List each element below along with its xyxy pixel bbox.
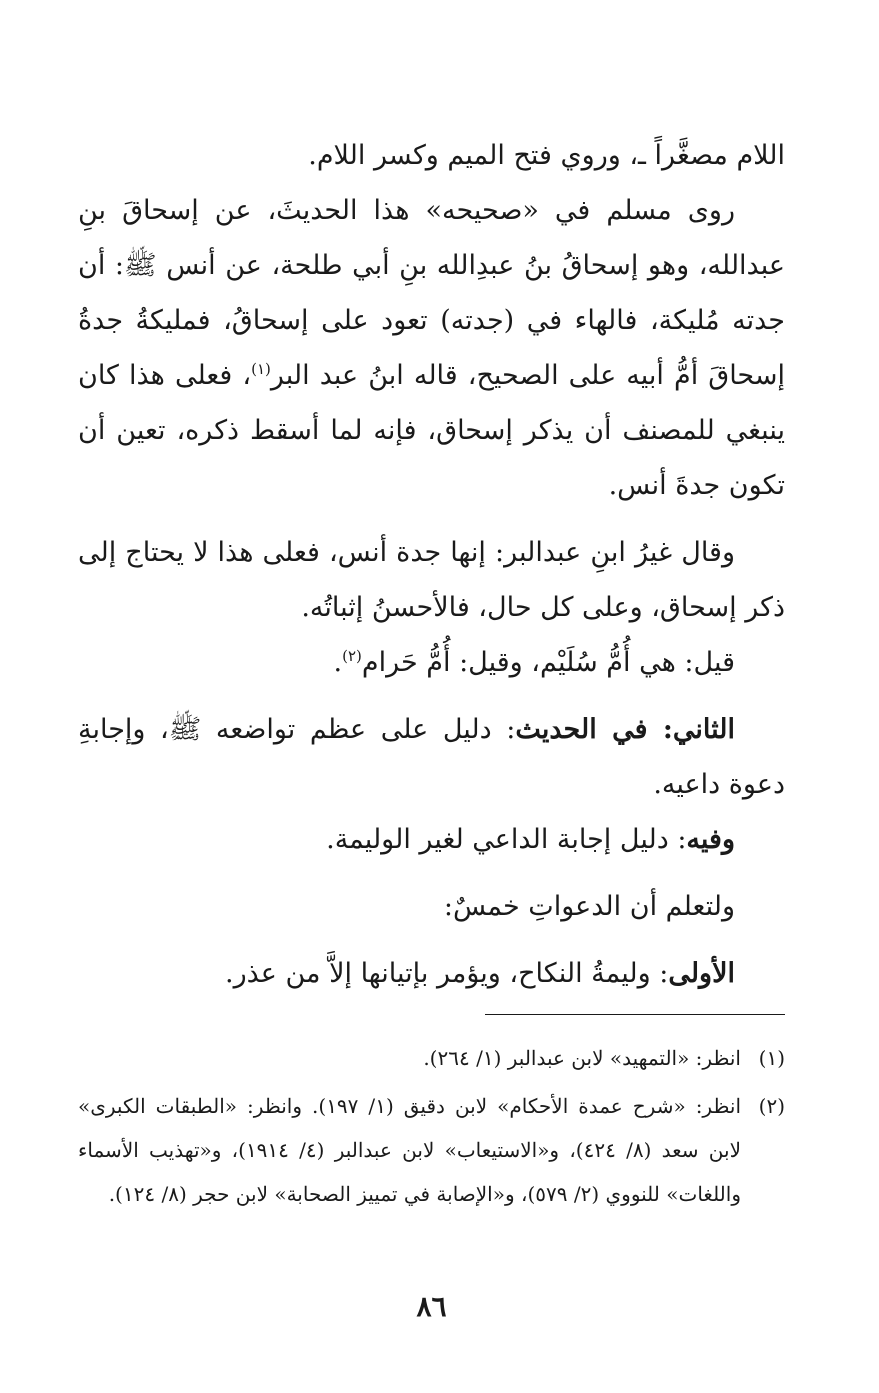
paragraph-6-text: : دليل إجابة الداعي لغير الوليمة. (326, 824, 687, 855)
paragraph-2-tail: ، فعلى هذا كان ينبغي للمصنف أن يذكر إسحاق، فإنه لما أسقط ذكره، تعين أن تكون جدةَ أنس. (78, 360, 785, 501)
paragraph-8-lead: الأولى (668, 958, 735, 989)
footnote-2-number: (٢) (758, 1094, 785, 1118)
paragraph-6-lead: وفيه (686, 824, 735, 855)
paragraph-7: ولتعلم أن الدعواتِ خمسٌ: (443, 891, 735, 922)
paragraph-4-tail: . (333, 647, 343, 678)
paragraph-5 (78, 702, 785, 812)
footnote-ref-1[interactable]: (١) (251, 360, 271, 378)
paragraph-8 (78, 946, 785, 1001)
footnote-1-number: (١) (758, 1046, 785, 1070)
footnote-2 (78, 1084, 785, 1216)
paragraph-2 (78, 183, 785, 513)
page-number: ٨٦ (416, 1290, 447, 1323)
paragraph-4 (78, 635, 785, 690)
footnote-2-text: انظر: «شرح عمدة الأحكام» لابن دقيق (١/ ١٩٧). وانظر: «الطبقات الكبرى» لابن سعد (٨/ ٤٢٤)، و«الاستيعاب» لابن عبدالبر (٤/ ١٩١٤)، و«تهذيب الأسماء واللغات» للنووي (٢/ ٥٧٩)، و«الإصابة في تمييز الصحابة» لابن حجر (٨/ ١٢٤). (78, 1094, 742, 1206)
footnote-1-text: انظر: «التمهيد» لابن عبدالبر (١/ ٢٦٤). (423, 1046, 741, 1070)
paragraph-5-text: : دليل على عظم تواضعه ﷺ، وإجابةِ دعوة داعيه. (78, 714, 785, 800)
paragraph-1: اللام مصغَّراً ـ، وروي فتح الميم وكسر اللام. (308, 140, 785, 171)
footnote-ref-2[interactable]: (٢) (342, 647, 362, 665)
footnotes (78, 1036, 785, 1220)
paragraph-6 (78, 812, 785, 867)
paragraph-2-text: روى مسلم في «صحيحه» هذا الحديثَ، عن إسحاقَ بنِ عبدالله، وهو إسحاقُ بنُ عبدِالله بنِ أبي طلحة، عن أنس ﷺ: أن جدته مُليكة، فالهاء في (جدته) تعود على إسحاقُ، فمليكةُ جدةُ إسحاقَ أمُّ أبيه على الصحيح، قاله ابنُ عبد البر (78, 195, 785, 391)
paragraph-4-text: قيل: هي أُمُّ سُلَيْم، وقيل: أُمُّ حَرام (361, 647, 735, 678)
paragraph-8-text: : وليمةُ النكاح، ويؤمر بإتيانها إلاَّ من عذر. (225, 958, 669, 989)
main-text (78, 128, 785, 1001)
footnote-1 (78, 1036, 785, 1080)
paragraph-3: وقال غيرُ ابنِ عبدالبر: إنها جدة أنس، فعلى هذا لا يحتاج إلى ذكر إسحاق، وعلى كل حال، فالأحسنُ إثباتُه. (78, 537, 785, 623)
book-page (78, 128, 785, 1328)
footnote-separator (485, 1014, 785, 1015)
paragraph-5-lead: الثاني: في الحديث (515, 714, 736, 745)
